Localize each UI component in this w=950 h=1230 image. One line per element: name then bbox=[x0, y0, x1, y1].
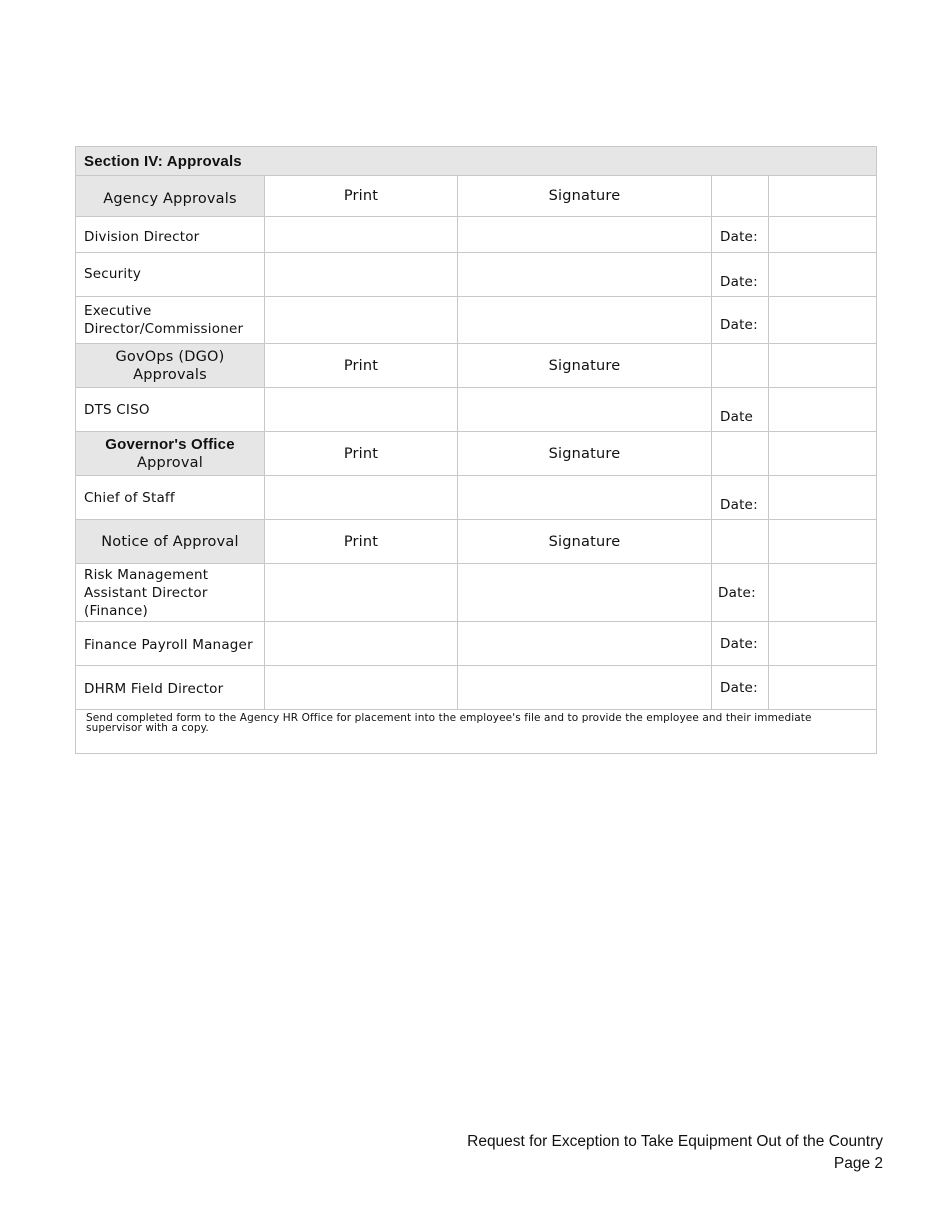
date-field[interactable] bbox=[769, 217, 877, 253]
approval-row bbox=[76, 297, 877, 344]
signature-column-header: Signature bbox=[458, 520, 712, 564]
approval-row bbox=[76, 253, 877, 297]
submission-note: Send completed form to the Agency HR Office for placement into the employee's file and to provide the employee and their immediate supervisor with a copy. bbox=[76, 710, 877, 754]
date-field[interactable] bbox=[769, 388, 877, 432]
date-label: Date: bbox=[712, 297, 769, 344]
signature-column-header: Signature bbox=[458, 176, 712, 217]
agency-header-row bbox=[76, 176, 877, 217]
date-field[interactable] bbox=[769, 622, 877, 666]
date-label: Date: bbox=[712, 622, 769, 666]
date-label-header-cell bbox=[712, 344, 769, 388]
approval-row bbox=[76, 666, 877, 710]
date-label: Date: bbox=[712, 666, 769, 710]
signature-field[interactable] bbox=[458, 388, 712, 432]
section-header-row bbox=[76, 147, 877, 176]
section-title: Section IV: Approvals bbox=[76, 147, 877, 176]
signature-field[interactable] bbox=[458, 297, 712, 344]
footer-page-number: Page 2 bbox=[833, 1155, 883, 1172]
print-name-field[interactable] bbox=[265, 622, 458, 666]
role-label: DHRM Field Director bbox=[76, 666, 265, 710]
date-value-header-cell bbox=[769, 176, 877, 217]
date-field[interactable] bbox=[769, 476, 877, 520]
print-name-field[interactable] bbox=[265, 388, 458, 432]
signature-field[interactable] bbox=[458, 666, 712, 710]
signature-field[interactable] bbox=[458, 476, 712, 520]
approval-row bbox=[76, 217, 877, 253]
print-name-field[interactable] bbox=[265, 217, 458, 253]
date-value-header-cell bbox=[769, 432, 877, 476]
signature-field[interactable] bbox=[458, 622, 712, 666]
notice-of-approval-label: Notice of Approval bbox=[76, 520, 265, 564]
print-name-field[interactable] bbox=[265, 666, 458, 710]
print-name-field[interactable] bbox=[265, 564, 458, 622]
date-field[interactable] bbox=[769, 253, 877, 297]
date-label-header-cell bbox=[712, 520, 769, 564]
print-column-header: Print bbox=[265, 520, 458, 564]
governor-header-row bbox=[76, 432, 877, 476]
date-value-header-cell bbox=[769, 344, 877, 388]
print-column-header: Print bbox=[265, 432, 458, 476]
date-label: Date: bbox=[712, 253, 769, 297]
print-name-field[interactable] bbox=[265, 476, 458, 520]
date-label: Date: bbox=[712, 564, 769, 622]
role-label: Chief of Staff bbox=[76, 476, 265, 520]
role-label: Risk Management Assistant Director (Finance) bbox=[76, 564, 265, 622]
notice-header-row bbox=[76, 520, 877, 564]
page-footer bbox=[467, 1131, 883, 1175]
governor-office-label: Governor's Office bbox=[105, 435, 235, 453]
approval-row bbox=[76, 622, 877, 666]
print-name-field[interactable] bbox=[265, 253, 458, 297]
print-column-header: Print bbox=[265, 176, 458, 217]
approvals-table bbox=[75, 146, 877, 754]
date-label: Date bbox=[712, 388, 769, 432]
date-field[interactable] bbox=[769, 564, 877, 622]
approval-label: Approval bbox=[137, 454, 203, 471]
signature-field[interactable] bbox=[458, 564, 712, 622]
role-label: Security bbox=[76, 253, 265, 297]
signature-field[interactable] bbox=[458, 253, 712, 297]
note-row bbox=[76, 710, 877, 754]
govops-approvals-label: GovOps (DGO) Approvals bbox=[76, 344, 265, 388]
date-label: Date: bbox=[712, 476, 769, 520]
approval-row bbox=[76, 388, 877, 432]
signature-column-header: Signature bbox=[458, 432, 712, 476]
date-field[interactable] bbox=[769, 666, 877, 710]
role-label: Division Director bbox=[76, 217, 265, 253]
date-field[interactable] bbox=[769, 297, 877, 344]
signature-field[interactable] bbox=[458, 217, 712, 253]
print-name-field[interactable] bbox=[265, 297, 458, 344]
approval-row bbox=[76, 564, 877, 622]
print-column-header: Print bbox=[265, 344, 458, 388]
agency-approvals-label: Agency Approvals bbox=[76, 176, 265, 217]
date-label-header-cell bbox=[712, 176, 769, 217]
date-label-header-cell bbox=[712, 432, 769, 476]
role-label: DTS CISO bbox=[76, 388, 265, 432]
date-label: Date: bbox=[712, 217, 769, 253]
governor-office-approval-label bbox=[76, 432, 265, 476]
footer-form-title: Request for Exception to Take Equipment Out of the Country bbox=[467, 1133, 883, 1150]
role-label: Finance Payroll Manager bbox=[76, 622, 265, 666]
role-label: Executive Director/Commissioner bbox=[76, 297, 265, 344]
govops-header-row bbox=[76, 344, 877, 388]
signature-column-header: Signature bbox=[458, 344, 712, 388]
date-value-header-cell bbox=[769, 520, 877, 564]
approval-row bbox=[76, 476, 877, 520]
